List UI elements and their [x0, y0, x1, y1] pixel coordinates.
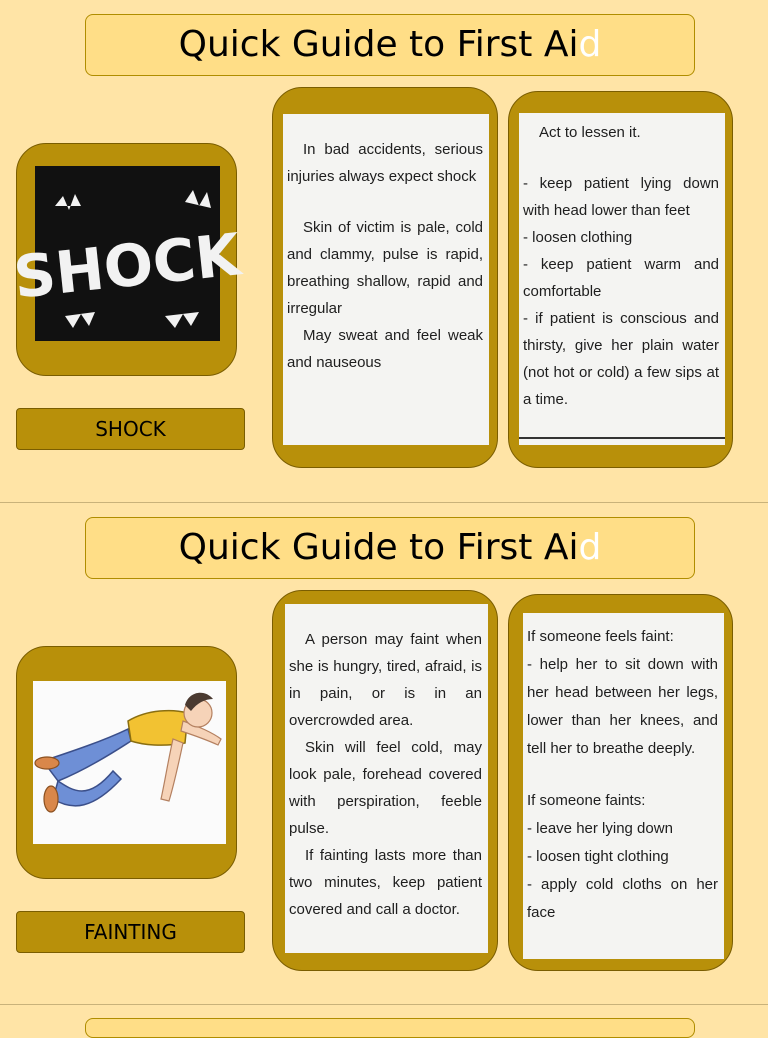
info-card-symptoms — [272, 590, 498, 971]
info-card-treatment — [508, 91, 733, 468]
shock-section — [0, 0, 768, 502]
title-last-letter: d — [578, 24, 602, 65]
fainting-person-illustration-icon — [33, 681, 226, 844]
card-list-item: - if patient is conscious and thirsty, give her plain water (not hot or cold) a few sips at a time. — [523, 310, 719, 408]
info-card-treatment — [508, 594, 733, 971]
next-title-box-edge — [85, 1018, 695, 1038]
card-paragraph: A person may faint when she is hungry, tired, afraid, is in pain, or is in an overcrowded area. — [289, 631, 482, 729]
page-title — [85, 517, 695, 579]
card-list-item: - apply cold cloths on her face — [527, 876, 718, 921]
card-paragraph: If someone faints: — [527, 792, 646, 809]
shock-graphic-text: SHOCK — [10, 220, 244, 312]
shock-image-frame — [10, 143, 244, 376]
topic-label: SHOCK — [16, 408, 245, 450]
page-title — [85, 14, 695, 76]
info-card-treatment-content — [519, 113, 725, 445]
title-text: Quick Guide to First Ai — [178, 24, 579, 65]
info-card-symptoms — [272, 87, 498, 468]
fainting-section — [0, 503, 768, 1005]
info-card-symptoms-content — [283, 114, 489, 445]
card-paragraph: If fainting lasts more than two minutes, keep patient covered and call a doctor. — [289, 847, 482, 918]
card-list-item: - keep patient lying down with head lower than feet — [523, 175, 719, 219]
fainting-image — [33, 681, 226, 844]
card-paragraph: May sweat and feel weak and nauseous — [287, 327, 483, 371]
card-paragraph: Skin of victim is pale, cold and clammy, pulse is rapid, breathing shallow, rapid and irregular — [287, 219, 483, 317]
title-last-letter: d — [578, 527, 602, 568]
card-list-item: - loosen clothing — [523, 229, 633, 246]
title-text: Quick Guide to First Ai — [178, 527, 579, 568]
info-card-treatment-content — [523, 613, 724, 959]
card-list-item: - leave her lying down — [527, 820, 673, 837]
shock-image — [10, 166, 244, 341]
card-paragraph: Skin will feel cold, may look pale, forehead covered with perspiration, feeble pulse. — [289, 739, 482, 837]
card-list-item: - help her to sit down with her head between her legs, lower than her knees, and tell her to breathe deeply. — [527, 656, 718, 757]
info-card-symptoms-content — [285, 604, 488, 953]
topic-label: FAINTING — [16, 911, 245, 953]
card-paragraph: If someone feels faint: — [527, 628, 674, 645]
fainting-image-frame — [16, 646, 237, 879]
section-divider — [0, 1004, 768, 1005]
divider-rule — [519, 437, 725, 439]
card-list-item: - keep patient warm and comfortable — [523, 256, 719, 300]
shock-graphic-icon — [10, 166, 244, 341]
card-paragraph: Act to lessen it. — [539, 124, 641, 141]
card-paragraph: In bad accidents, serious injuries always expect shock — [287, 141, 483, 185]
card-list-item: - loosen tight clothing — [527, 848, 669, 865]
